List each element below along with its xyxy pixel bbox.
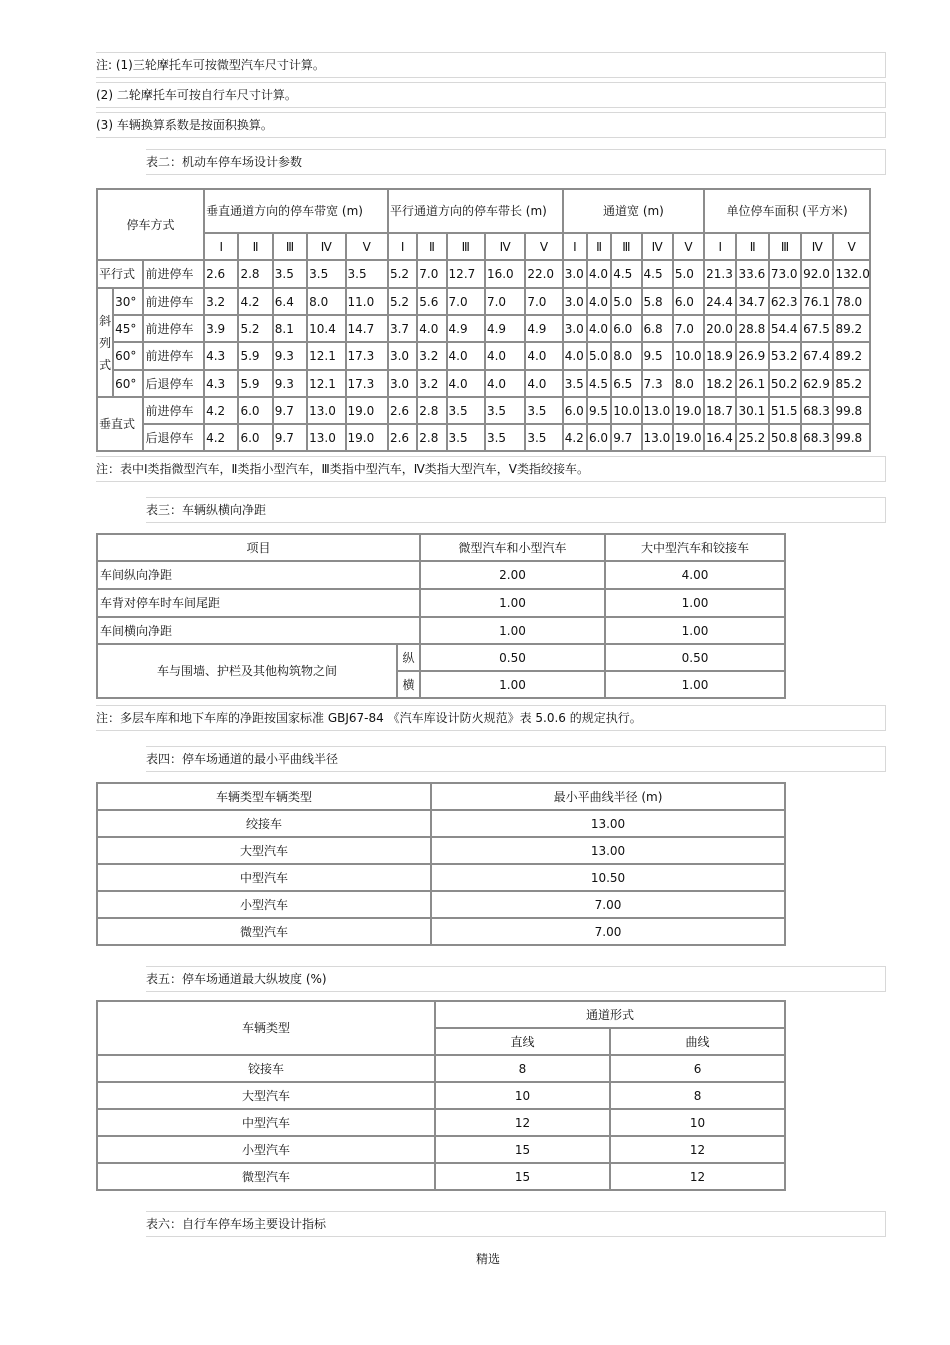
value-cell: 4.3 [204,342,238,370]
value-cell: 4.0 [417,315,446,342]
class-header-cell: Ⅳ [801,233,833,260]
method-cell: 前进停车 [143,342,204,370]
header-curve: 曲线 [610,1028,785,1055]
table3-title: 表三：车辆纵横向净距 [146,497,886,523]
vehicle-type-cell: 中型汽车 [97,864,431,891]
class-header-cell: Ⅲ [273,233,307,260]
class-header-cell: Ⅰ [204,233,238,260]
vehicle-type-cell: 微型汽车 [97,1163,435,1190]
value-cell: 10.0 [673,342,704,370]
class-header-cell: Ⅱ [417,233,446,260]
value-cell: 9.7 [273,397,307,424]
max-slope-table [96,1000,786,1191]
value-cell: 2.00 [420,561,605,589]
method-cell: 后退停车 [143,370,204,397]
table6-title: 表六：自行车停车场主要设计指标 [146,1211,886,1237]
value-cell: 8.0 [673,370,704,397]
value-cell: 3.5 [485,424,525,451]
value-cell: 30.1 [736,397,768,424]
value-cell: 2.8 [417,397,446,424]
slope-curve-cell: 12 [610,1136,785,1163]
value-cell: 6.0 [238,397,272,424]
table3-note: 注：多层车库和地下车库的净距按国家标准 GBJ67-84 《汽车库设计防火规范》表 5.0.6 的规定执行。 [96,705,886,731]
value-cell: 1.00 [420,617,605,644]
value-cell: 13.0 [307,397,345,424]
class-header-cell: Ⅴ [673,233,704,260]
value-cell: 4.2 [563,424,587,451]
method-cell: 前进停车 [143,288,204,315]
value-cell: 7.0 [417,260,446,288]
value-cell: 68.3 [801,424,833,451]
value-cell: 99.8 [833,424,870,451]
table4-title: 表四：停车场通道的最小平曲线半径 [146,746,886,772]
header-small-cars: 微型汽车和小型汽车 [420,534,605,561]
value-cell: 78.0 [833,288,870,315]
value-cell: 3.5 [563,370,587,397]
value-cell: 5.2 [238,315,272,342]
class-header-cell: Ⅲ [769,233,801,260]
mode-parallel: 平行式 [97,260,143,288]
value-cell: 0.50 [605,644,785,671]
value-cell: 6.0 [563,397,587,424]
value-cell: 4.5 [642,260,673,288]
value-cell: 12.1 [307,342,345,370]
value-cell: 24.4 [704,288,736,315]
value-cell: 9.5 [642,342,673,370]
item-longitudinal: 车间纵向净距 [97,561,420,589]
value-cell: 5.0 [587,342,611,370]
value-cell: 1.00 [420,671,605,698]
radius-cell: 13.00 [431,810,785,837]
value-cell: 85.2 [833,370,870,397]
value-cell: 6.0 [587,424,611,451]
value-cell: 9.7 [273,424,307,451]
value-cell: 7.0 [525,288,562,315]
value-cell: 4.00 [605,561,785,589]
value-cell: 7.0 [673,315,704,342]
value-cell: 6.0 [238,424,272,451]
vehicle-type-cell: 小型汽车 [97,891,431,918]
value-cell: 5.2 [388,288,417,315]
value-cell: 4.0 [485,342,525,370]
vehicle-clearance-table [96,533,786,699]
header-unit-area: 单位停车面积 (平方米) [704,189,870,233]
value-cell: 3.2 [417,370,446,397]
value-cell: 4.9 [485,315,525,342]
value-cell: 89.2 [833,315,870,342]
value-cell: 132.0 [833,260,870,288]
value-cell: 4.0 [447,370,485,397]
class-header-cell: Ⅱ [587,233,611,260]
value-cell: 67.5 [801,315,833,342]
value-cell: 3.0 [388,342,417,370]
value-cell: 14.7 [346,315,388,342]
value-cell: 9.3 [273,370,307,397]
table5-title: 表五：停车场通道最大纵坡度 (%) [146,966,886,992]
direction-cell: 纵 [397,644,420,671]
value-cell: 1.00 [420,589,605,617]
value-cell: 18.2 [704,370,736,397]
min-curve-radius-table [96,782,786,946]
value-cell: 3.5 [447,397,485,424]
value-cell: 89.2 [833,342,870,370]
method-cell: 前进停车 [143,315,204,342]
value-cell: 22.0 [525,260,562,288]
value-cell: 18.7 [704,397,736,424]
value-cell: 19.0 [673,424,704,451]
value-cell: 26.9 [736,342,768,370]
value-cell: 10.4 [307,315,345,342]
value-cell: 3.0 [563,260,587,288]
slope-straight-cell: 15 [435,1136,610,1163]
value-cell: 17.3 [346,342,388,370]
value-cell: 9.7 [611,424,641,451]
method-cell: 后退停车 [143,424,204,451]
value-cell: 53.2 [769,342,801,370]
value-cell: 19.0 [346,424,388,451]
value-cell: 68.3 [801,397,833,424]
value-cell: 4.0 [447,342,485,370]
value-cell: 12.7 [447,260,485,288]
vehicle-type-cell: 中型汽车 [97,1109,435,1136]
header-min-radius: 最小平曲线半径 (m) [431,783,785,810]
class-header-cell: Ⅳ [307,233,345,260]
class-header-cell: Ⅰ [388,233,417,260]
mode-oblique: 斜列式 [97,288,113,397]
value-cell: 3.9 [204,315,238,342]
note-motorcycle: (2) 二轮摩托车可按自行车尺寸计算。 [96,82,886,108]
value-cell: 5.8 [642,288,673,315]
value-cell: 19.0 [346,397,388,424]
value-cell: 19.0 [673,397,704,424]
value-cell: 4.0 [563,342,587,370]
value-cell: 4.2 [204,424,238,451]
value-cell: 4.0 [485,370,525,397]
header-straight: 直线 [435,1028,610,1055]
radius-cell: 7.00 [431,918,785,945]
value-cell: 3.7 [388,315,417,342]
value-cell: 9.3 [273,342,307,370]
parking-design-params-table [96,188,871,452]
value-cell: 8.1 [273,315,307,342]
value-cell: 4.3 [204,370,238,397]
value-cell: 2.6 [204,260,238,288]
value-cell: 26.1 [736,370,768,397]
class-header-cell: Ⅱ [238,233,272,260]
value-cell: 17.3 [346,370,388,397]
value-cell: 4.0 [525,342,562,370]
method-cell: 前进停车 [143,260,204,288]
value-cell: 13.0 [307,424,345,451]
value-cell: 20.0 [704,315,736,342]
value-cell: 67.4 [801,342,833,370]
value-cell: 3.0 [563,288,587,315]
value-cell: 3.5 [525,397,562,424]
value-cell: 4.0 [587,260,611,288]
value-cell: 50.8 [769,424,801,451]
value-cell: 7.3 [642,370,673,397]
value-cell: 16.0 [485,260,525,288]
value-cell: 7.0 [485,288,525,315]
value-cell: 6.4 [273,288,307,315]
note-conversion: (3) 车辆换算系数是按面积换算。 [96,112,886,138]
value-cell: 6.5 [611,370,641,397]
value-cell: 3.5 [525,424,562,451]
header-aisle-width: 通道宽 (m) [563,189,704,233]
value-cell: 1.00 [605,671,785,698]
note-tricycle: 注: (1)三轮摩托车可按微型汽车尺寸计算。 [96,52,886,78]
class-header-cell: Ⅲ [611,233,641,260]
value-cell: 5.0 [673,260,704,288]
footer-label: 精选 [476,1252,501,1266]
value-cell: 33.6 [736,260,768,288]
value-cell: 76.1 [801,288,833,315]
vehicle-type-cell: 大型汽车 [97,837,431,864]
value-cell: 4.9 [447,315,485,342]
value-cell: 3.5 [485,397,525,424]
value-cell: 51.5 [769,397,801,424]
value-cell: 4.5 [611,260,641,288]
value-cell: 1.00 [605,589,785,617]
value-cell: 10.0 [611,397,641,424]
value-cell: 4.5 [587,370,611,397]
radius-cell: 7.00 [431,891,785,918]
angle-cell: 60° [113,342,143,370]
header-large-cars: 大中型汽车和铰接车 [605,534,785,561]
value-cell: 3.2 [417,342,446,370]
table2-title: 表二：机动车停车场设计参数 [146,149,886,175]
radius-cell: 10.50 [431,864,785,891]
value-cell: 13.0 [642,397,673,424]
value-cell: 7.0 [447,288,485,315]
value-cell: 2.8 [238,260,272,288]
direction-cell: 横 [397,671,420,698]
value-cell: 2.6 [388,424,417,451]
value-cell: 4.9 [525,315,562,342]
slope-curve-cell: 6 [610,1055,785,1082]
value-cell: 5.9 [238,342,272,370]
header-aisle-form: 通道形式 [435,1001,785,1028]
value-cell: 21.3 [704,260,736,288]
value-cell: 34.7 [736,288,768,315]
value-cell: 3.5 [447,424,485,451]
item-back-to-back: 车背对停车时车间尾距 [97,589,420,617]
slope-straight-cell: 12 [435,1109,610,1136]
value-cell: 73.0 [769,260,801,288]
value-cell: 3.5 [346,260,388,288]
vehicle-type-cell: 微型汽车 [97,918,431,945]
slope-straight-cell: 15 [435,1163,610,1190]
class-header-cell: Ⅲ [447,233,485,260]
value-cell: 62.3 [769,288,801,315]
value-cell: 11.0 [346,288,388,315]
vehicle-type-cell: 铰接车 [97,1055,435,1082]
class-header-cell: Ⅴ [525,233,562,260]
value-cell: 13.0 [642,424,673,451]
vehicle-type-cell: 小型汽车 [97,1136,435,1163]
value-cell: 3.0 [388,370,417,397]
value-cell: 4.0 [525,370,562,397]
angle-cell: 60° [113,370,143,397]
value-cell: 12.1 [307,370,345,397]
value-cell: 5.0 [611,288,641,315]
header-vehicle-type: 车辆类型 [97,1001,435,1055]
value-cell: 8.0 [611,342,641,370]
class-header-cell: Ⅰ [704,233,736,260]
class-header-cell: Ⅴ [346,233,388,260]
value-cell: 1.00 [605,617,785,644]
value-cell: 3.5 [307,260,345,288]
value-cell: 5.6 [417,288,446,315]
table2-note: 注：表中Ⅰ类指微型汽车，Ⅱ类指小型汽车，Ⅲ类指中型汽车，Ⅳ类指大型汽车，Ⅴ类指绞接车。 [96,456,886,482]
vehicle-type-cell: 绞接车 [97,810,431,837]
angle-cell: 45° [113,315,143,342]
value-cell: 5.2 [388,260,417,288]
value-cell: 6.8 [642,315,673,342]
value-cell: 4.2 [204,397,238,424]
class-header-cell: Ⅴ [833,233,870,260]
class-header-cell: Ⅰ [563,233,587,260]
value-cell: 25.2 [736,424,768,451]
slope-straight-cell: 10 [435,1082,610,1109]
value-cell: 2.8 [417,424,446,451]
value-cell: 50.2 [769,370,801,397]
value-cell: 92.0 [801,260,833,288]
value-cell: 9.5 [587,397,611,424]
class-header-cell: Ⅳ [642,233,673,260]
item-lateral: 车间横向净距 [97,617,420,644]
header-bay-width: 垂直通道方向的停车带宽 (m) [204,189,388,233]
value-cell: 2.6 [388,397,417,424]
radius-cell: 13.00 [431,837,785,864]
slope-straight-cell: 8 [435,1055,610,1082]
header-vehicle-type: 车辆类型车辆类型 [97,783,431,810]
value-cell: 18.9 [704,342,736,370]
value-cell: 4.2 [238,288,272,315]
class-header-cell: Ⅳ [485,233,525,260]
header-bay-length: 平行通道方向的停车带长 (m) [388,189,563,233]
slope-curve-cell: 10 [610,1109,785,1136]
slope-curve-cell: 12 [610,1163,785,1190]
value-cell: 5.9 [238,370,272,397]
value-cell: 3.5 [273,260,307,288]
item-wall-clearance: 车与围墙、护栏及其他构筑物之间 [97,644,397,698]
value-cell: 16.4 [704,424,736,451]
value-cell: 4.0 [587,288,611,315]
slope-curve-cell: 8 [610,1082,785,1109]
value-cell: 8.0 [307,288,345,315]
value-cell: 3.2 [204,288,238,315]
header-parking-mode: 停车方式 [97,189,204,260]
angle-cell: 30° [113,288,143,315]
method-cell: 前进停车 [143,397,204,424]
class-header-cell: Ⅱ [736,233,768,260]
mode-perpendicular: 垂直式 [97,397,143,451]
value-cell: 99.8 [833,397,870,424]
value-cell: 54.4 [769,315,801,342]
value-cell: 62.9 [801,370,833,397]
value-cell: 4.0 [587,315,611,342]
value-cell: 6.0 [611,315,641,342]
value-cell: 0.50 [420,644,605,671]
value-cell: 28.8 [736,315,768,342]
value-cell: 3.0 [563,315,587,342]
value-cell: 6.0 [673,288,704,315]
vehicle-type-cell: 大型汽车 [97,1082,435,1109]
header-item: 项目 [97,534,420,561]
